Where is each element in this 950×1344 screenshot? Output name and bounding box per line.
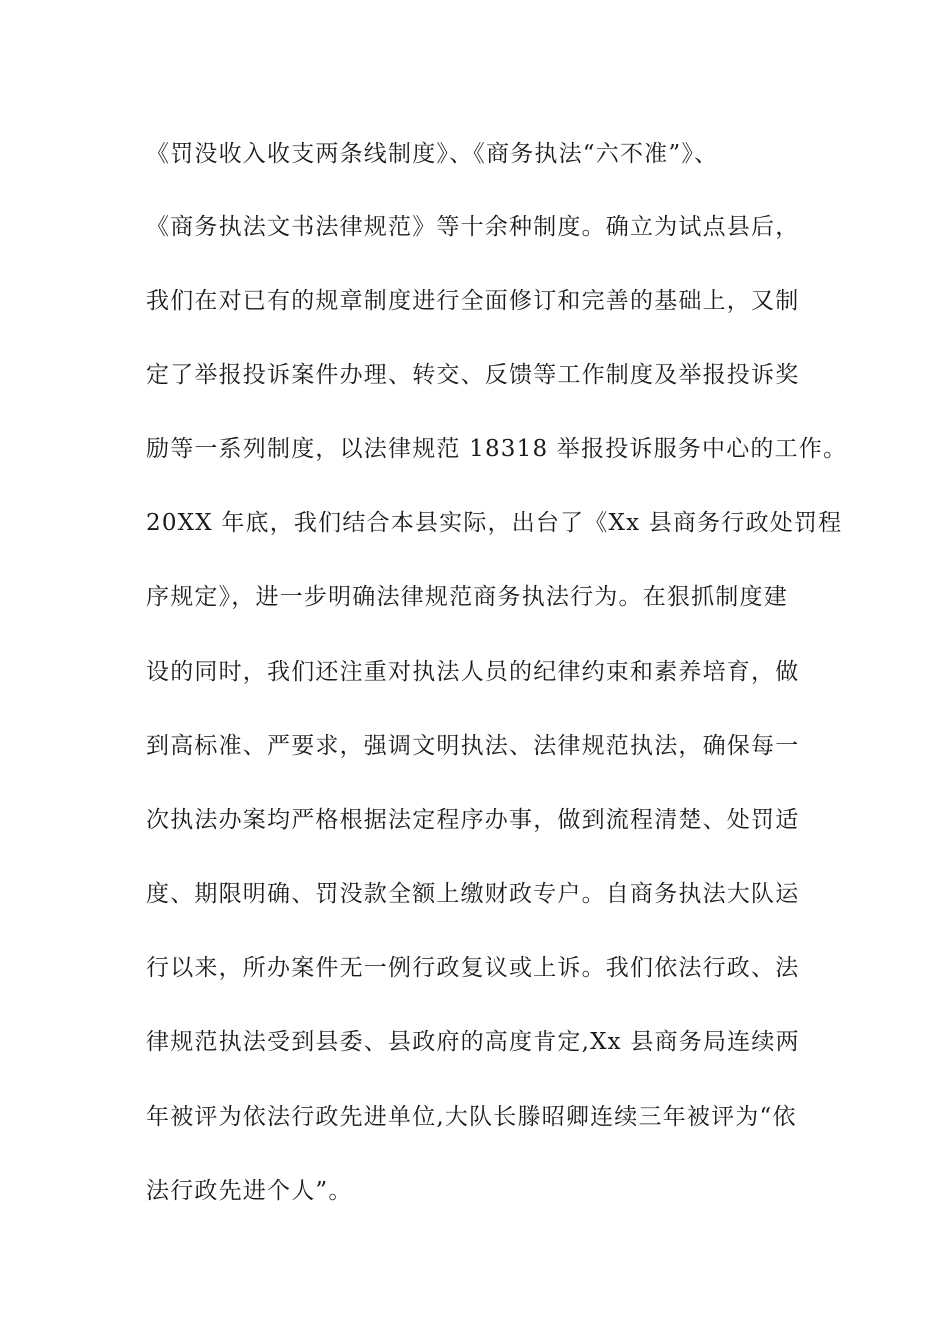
paragraph-line: 法行政先进个人”。 bbox=[146, 1178, 353, 1204]
paragraph-line: 行以来，所办案件无一例行政复议或上诉。我们依法行政、法 bbox=[146, 955, 800, 981]
paragraph-line: 《商务执法文书法律规范》等十余种制度。确立为试点县后， bbox=[146, 214, 800, 240]
paragraph-line: 20XX 年底，我们结合本县实际，出台了《Xx 县商务行政处罚程 bbox=[146, 510, 843, 536]
paragraph-line: 《罚没收入收支两条线制度》、《商务执法“六不准”》、 bbox=[146, 141, 719, 167]
paragraph-line: 设的同时，我们还注重对执法人员的纪律约束和素养培育，做 bbox=[146, 659, 800, 685]
paragraph-line: 到高标准、严要求，强调文明执法、法律规范执法，确保每一 bbox=[146, 733, 800, 759]
paragraph-line: 励等一系列制度，以法律规范 18318 举报投诉服务中心的工作。 bbox=[146, 436, 848, 462]
paragraph-line: 次执法办案均严格根据法定程序办事，做到流程清楚、处罚适 bbox=[146, 807, 800, 833]
paragraph-line: 序规定》，进一步明确法律规范商务执法行为。在狠抓制度建 bbox=[146, 584, 788, 610]
paragraph-line: 年被评为依法行政先进单位,大队长滕昭卿连续三年被评为“依 bbox=[146, 1104, 797, 1130]
paragraph-line: 我们在对已有的规章制度进行全面修订和完善的基础上，又制 bbox=[146, 288, 800, 314]
paragraph-line: 定了举报投诉案件办理、转交、反馈等工作制度及举报投诉奖 bbox=[146, 362, 800, 388]
paragraph-line: 度、期限明确、罚没款全额上缴财政专户。自商务执法大队运 bbox=[146, 881, 800, 907]
paragraph-line: 律规范执法受到县委、县政府的高度肯定,Xx 县商务局连续两 bbox=[146, 1029, 800, 1055]
